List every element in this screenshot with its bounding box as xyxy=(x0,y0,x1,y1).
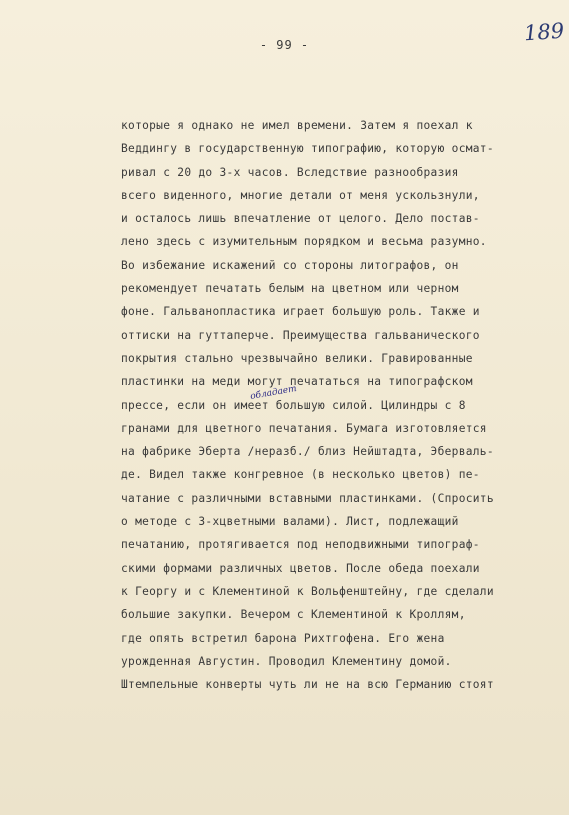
text-line: всего виденного, многие детали от меня ускользнули, xyxy=(121,188,480,202)
text-line: на фабрике Эберта /неразб./ близ Нейштадта, Эберваль- xyxy=(121,445,494,459)
text-line: Веддингу в государственную типографию, которую осмат- xyxy=(121,142,494,156)
text-line: чатание с различными вставными пластинками. (Спросить xyxy=(121,491,494,505)
page-number: - 99 - xyxy=(259,38,310,52)
text-line: де. Видел также конгревное (в несколько цветов) пе- xyxy=(121,468,480,482)
text-line: урожденная Августин. Проводил Клементину домой. xyxy=(121,654,452,668)
text-line: скими формами различных цветов. После обеда поехали xyxy=(121,561,480,575)
text-line: большие закупки. Вечером с Клементиной к Кроллям, xyxy=(121,608,466,622)
text-line: к Георгу и с Клементиной к Вольфенштейну, где сделали xyxy=(121,584,494,598)
text-line: которые я однако не имел времени. Затем я поехал к xyxy=(121,119,473,132)
handwritten-note: обладает xyxy=(249,383,298,403)
text-line: покрытия стально чрезвычайно велики. Гравированные xyxy=(121,351,473,365)
text-line: гранами для цветного печатания. Бумага изготовляется xyxy=(121,421,487,435)
archive-number: 189 xyxy=(523,18,565,46)
text-line: прессе, если он имеет большую силой. Цилиндры с 8 xyxy=(121,398,466,412)
text-line: где опять встретил барона Рихтгофена. Его жена xyxy=(121,631,445,645)
text-line: фоне. Гальванопластика играет большую роль. Также и xyxy=(121,305,480,319)
text-line: ривал с 20 до 3-х часов. Вследствие разнообразия xyxy=(121,165,459,179)
text-line: о методе с 3-хцветными валами). Лист, подлежащий xyxy=(121,515,459,529)
text-line: лено здесь с изумительным порядком и весьма разумно. xyxy=(121,235,487,249)
text-line: Штемпельные конверты чуть ли не на всю Германию стоят xyxy=(121,678,494,692)
text-line: Во избежание искажений со стороны литографов, он xyxy=(121,258,459,272)
typewritten-text xyxy=(121,114,551,696)
text-line: пластинки на меди могут печататься на типографском xyxy=(121,375,473,389)
text-line: рекомендует печатать белым на цветном или черном xyxy=(121,282,459,296)
text-line: и осталось лишь впечатление от целого. Дело постав- xyxy=(121,212,480,226)
text-line: печатанию, протягивается под неподвижными типограф- xyxy=(121,538,480,552)
text-line: оттиски на гуттаперче. Преимущества гальванического xyxy=(121,328,480,342)
